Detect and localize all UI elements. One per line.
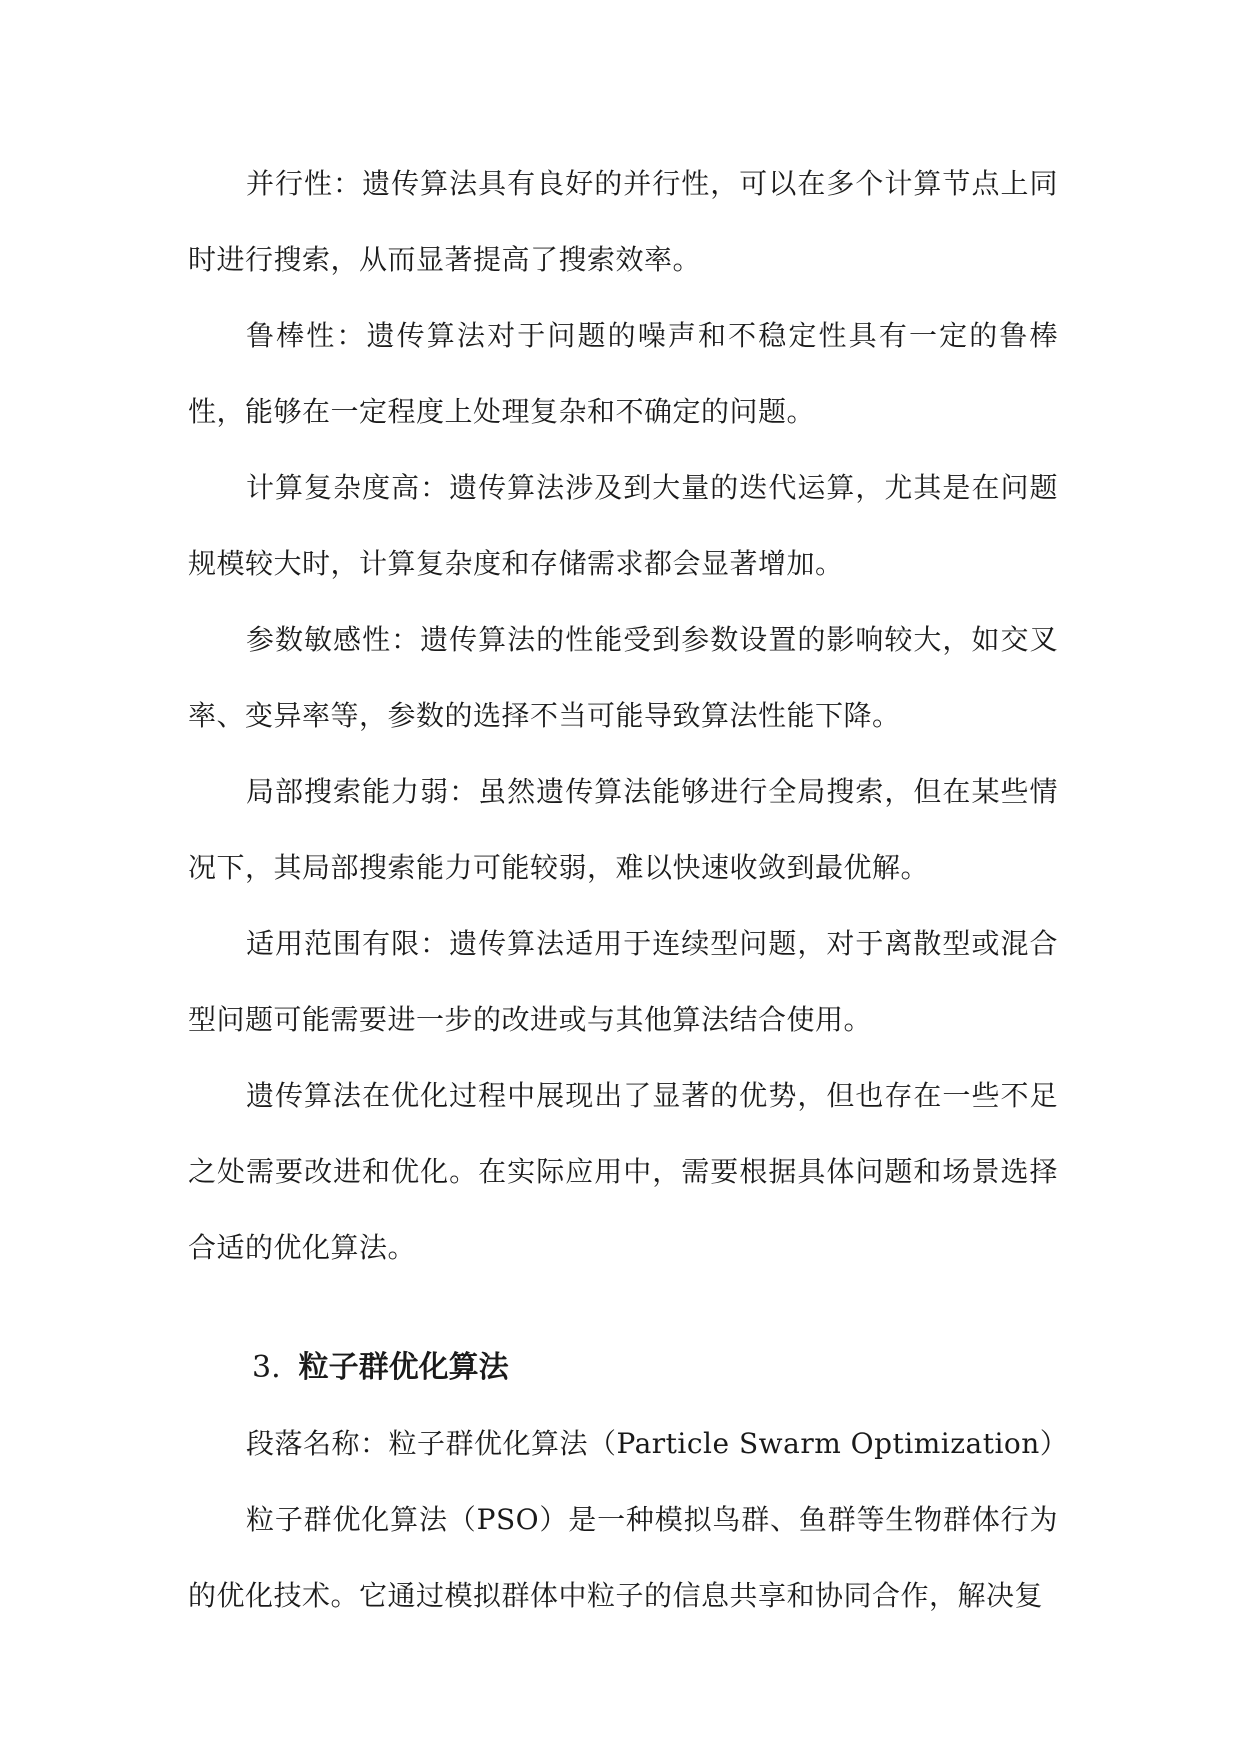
paragraph-name: 段落名称：粒子群优化算法（Particle Swarm Optimization） <box>246 1427 1069 1460</box>
paragraph-pso-intro: 粒子群优化算法（PSO）是一种模拟鸟群、鱼群等生物群体行为的优化技术。它通过模拟群体中粒子的信息共享和协同合作，解决复 <box>188 1503 1058 1612</box>
section-heading <box>188 1330 1058 1406</box>
paragraph-limited-applicability: 适用范围有限：遗传算法适用于连续型问题，对于离散型或混合型问题可能需要进一步的改进或与其他算法结合使用。 <box>188 927 1058 1036</box>
document-body <box>188 146 1069 1634</box>
paragraph-computational-complexity: 计算复杂度高：遗传算法涉及到大量的迭代运算，尤其是在问题规模较大时，计算复杂度和存储需求都会显著增加。 <box>188 471 1058 580</box>
paragraph-summary: 遗传算法在优化过程中展现出了显著的优势，但也存在一些不足之处需要改进和优化。在实际应用中，需要根据具体问题和场景选择合适的优化算法。 <box>188 1079 1058 1264</box>
section-title: 粒子群优化算法 <box>298 1350 509 1385</box>
paragraph-weak-local-search: 局部搜索能力弱：虽然遗传算法能够进行全局搜索，但在某些情况下，其局部搜索能力可能较弱，难以快速收敛到最优解。 <box>188 775 1058 884</box>
paragraph-parameter-sensitivity: 参数敏感性：遗传算法的性能受到参数设置的影响较大，如交叉率、变异率等，参数的选择不当可能导致算法性能下降。 <box>188 623 1058 732</box>
paragraph-robustness: 鲁棒性：遗传算法对于问题的噪声和不稳定性具有一定的鲁棒性，能够在一定程度上处理复杂和不确定的问题。 <box>188 319 1058 428</box>
section-number: 3. <box>252 1350 281 1385</box>
paragraph-parallelism: 并行性：遗传算法具有良好的并行性，可以在多个计算节点上同时进行搜索，从而显著提高了搜索效率。 <box>188 167 1058 276</box>
